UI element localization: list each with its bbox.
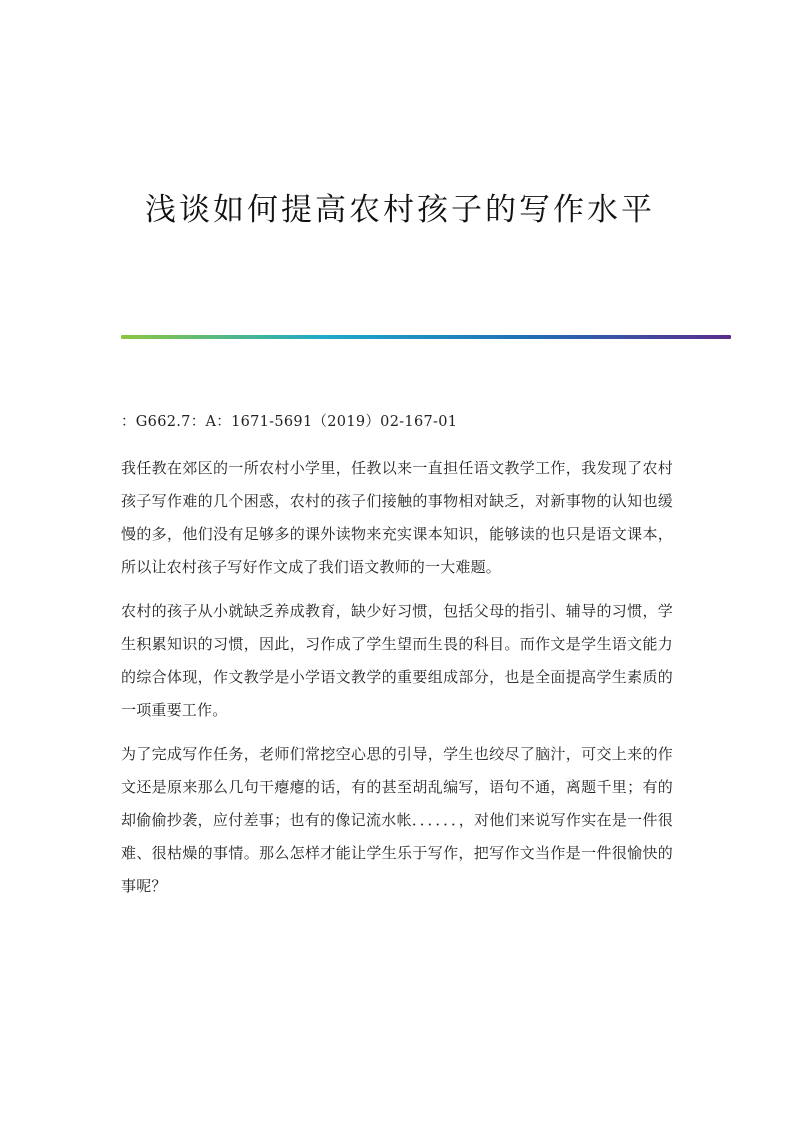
article-body bbox=[121, 452, 673, 914]
document-title: 浅谈如何提高农村孩子的写作水平 bbox=[145, 192, 655, 228]
title-divider bbox=[121, 335, 731, 339]
paragraph: 我任教在郊区的一所农村小学里，任教以来一直担任语文教学工作，我发现了农村孩子写作难的几个困惑，农村的孩子们接触的事物相对缺乏，对新事物的认知也缓慢的多，他们没有足够多的课外读物来充实课本知识，能够读的也只是语文课本，所以让农村孩子写好作文成了我们语文教师的一大难题。 bbox=[121, 459, 673, 576]
paragraph: 农村的孩子从小就缺乏养成教育，缺少好习惯，包括父母的指引、辅导的习惯，学生积累知识的习惯，因此，习作成了学生望而生畏的科目。而作文是学生语文能力的综合体现，作文教学是小学语文教学的重要组成部分，也是全面提高学生素质的一项重要工作。 bbox=[121, 602, 673, 719]
paragraph: 为了完成写作任务，老师们常挖空心思的引导，学生也绞尽了脑汁，可交上来的作文还是原来那么几句干瘪瘪的话，有的甚至胡乱编写，语句不通，离题千里；有的却偷偷抄袭，应付差事；也有的像记流水帐．．．．．．，对他们来说写作实在是一件很难、很枯燥的事情。那么怎样才能让学生乐于写作，把写作文当作是一件很愉快的事呢？ bbox=[121, 745, 673, 895]
classification-line: ：G662.7：A：1671-5691（2019）02-167-01 bbox=[121, 414, 458, 430]
